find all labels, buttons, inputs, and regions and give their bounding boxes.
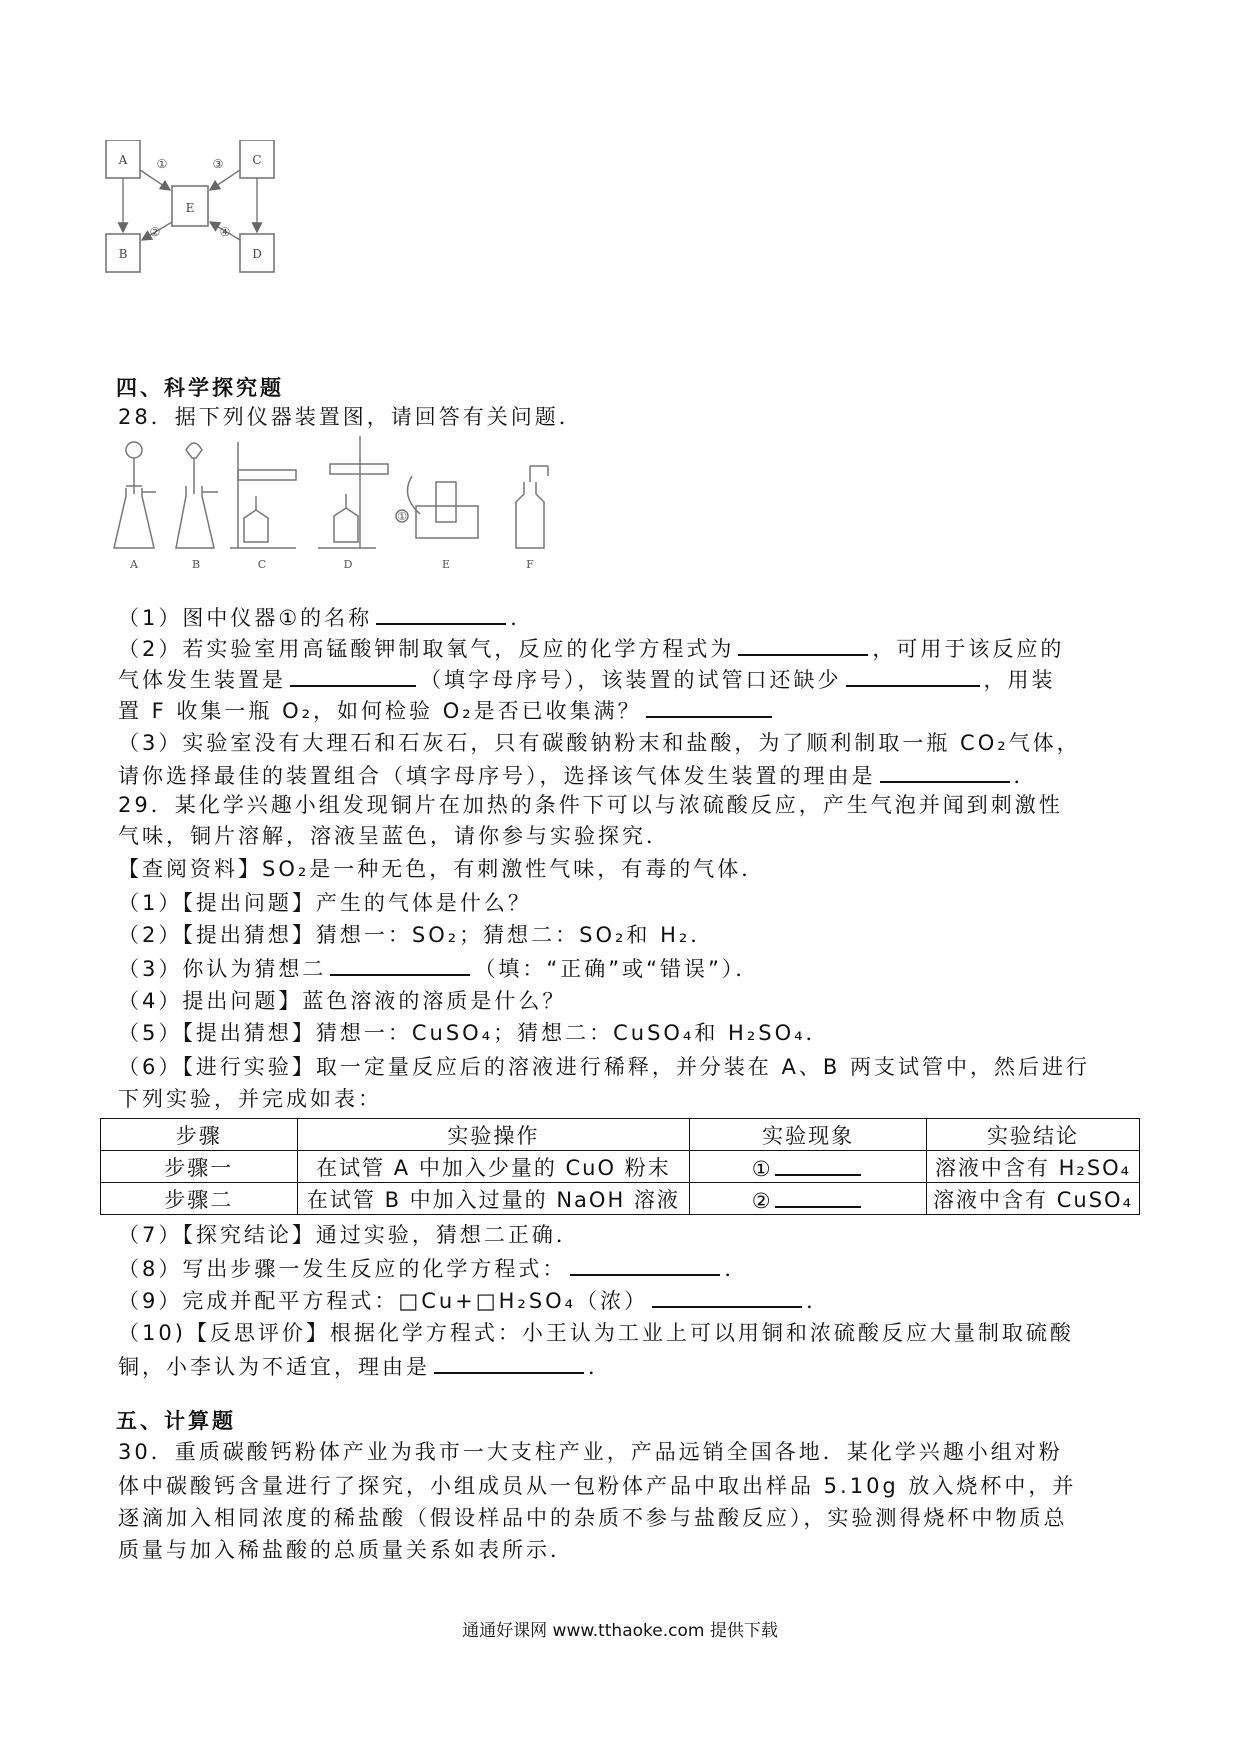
section5-title: 五、计算题: [116, 1409, 236, 1433]
q28-2-text-b: ，可用于该反应的: [872, 637, 1065, 661]
apparatus-b-icon: [176, 443, 218, 548]
q29-3-text-b: （填：“正确”或“错误”）．: [474, 957, 760, 981]
answer-blank[interactable]: [738, 632, 868, 656]
q29-3: [118, 952, 759, 984]
page-footer: 通通好课网 www.tthaoke.com 提供下载: [462, 1621, 778, 1641]
answer-blank[interactable]: [775, 1152, 861, 1176]
answer-blank[interactable]: [376, 601, 506, 625]
q29-8-end: ．: [724, 1257, 749, 1281]
q29-3-text-a: （3）你认为猜想二: [118, 957, 327, 981]
q28-2-line2: [118, 663, 1056, 695]
table-header-row: [101, 1119, 1140, 1151]
table-row: [101, 1151, 1140, 1183]
apparatus-marker: ①: [397, 510, 407, 523]
q29-9: [118, 1284, 830, 1316]
blank-marker: ①: [751, 1157, 773, 1181]
q30-line3: 逐滴加入相同浓度的稀盐酸（假设样品中的杂质不参与盐酸反应），实验测得烧杯中物质总: [118, 1506, 1068, 1530]
apparatus-e-icon: [396, 476, 478, 538]
apparatus-c-icon: [230, 442, 296, 548]
q29-7: （7）【探究结论】通过实验，猜想二正确．: [118, 1223, 580, 1247]
answer-blank[interactable]: [434, 1350, 584, 1374]
answer-blank[interactable]: [570, 1252, 720, 1276]
apparatus-c-label: C: [257, 558, 267, 571]
table-cell-conclusion: 溶液中含有 H₂SO₄: [927, 1151, 1140, 1183]
q28-2-text-d: （填字母序号），该装置的试管口还缺少: [420, 668, 842, 692]
q29-10-line2: [118, 1350, 612, 1382]
table-header-cell: 实验操作: [297, 1119, 690, 1151]
answer-blank[interactable]: [330, 952, 470, 976]
q29-8-text: （8）写出步骤一发生反应的化学方程式：: [118, 1257, 567, 1281]
q28-3-line2: [118, 759, 1038, 791]
node-b-label: B: [118, 247, 128, 261]
q29-1: （1）【提出问题】产生的气体是什么？: [118, 891, 532, 915]
table-cell-op: 在试管 B 中加入过量的 NaOH 溶液: [297, 1183, 690, 1215]
q29-9-text: （9）完成并配平方程式：□Cu+□H₂SO₄（浓）: [118, 1289, 649, 1313]
table-cell-phenomenon: [690, 1151, 927, 1183]
answer-blank[interactable]: [880, 759, 1010, 783]
q28-3-end: ．: [1013, 764, 1038, 788]
table-row: [101, 1183, 1140, 1215]
q29-8: [118, 1252, 748, 1284]
apparatus-d-icon: [318, 436, 388, 548]
table-cell-op: 在试管 A 中加入少量的 CuO 粉末: [297, 1151, 690, 1183]
table-header-cell: 步骤: [101, 1119, 298, 1151]
q29-4: （4）提出问题】蓝色溶液的溶质是什么？: [118, 989, 567, 1013]
flow-diagram: [100, 140, 300, 310]
answer-blank[interactable]: [646, 694, 772, 718]
q29-10-line1: （10)【反思评价】根据化学方程式：小王认为工业上可以用铜和浓硫酸反应大量制取硫酸: [118, 1321, 1074, 1345]
q28-3-line1: （3）实验室没有大理石和石灰石，只有碳酸钠粉末和盐酸，为了顺利制取一瓶 CO₂气体，: [118, 731, 1081, 755]
apparatus-f-icon: [516, 466, 548, 548]
edge-label-4: ④: [219, 225, 231, 239]
q29-line1: 29．某化学兴趣小组发现铜片在加热的条件下可以与浓硫酸反应，产生气泡并闻到刺激性: [118, 793, 1063, 817]
q29-5: （5）【提出猜想】猜想一：CuSO₄；猜想二：CuSO₄和 H₂SO₄．: [118, 1021, 830, 1045]
apparatus-a-icon: [114, 442, 156, 548]
apparatus-figure: [112, 436, 632, 576]
q28-2-line1: [118, 632, 1064, 664]
node-a-label: A: [118, 153, 128, 167]
q29-reference: 【查阅资料】SO₂是一种无色，有刺激性气味，有毒的气体．: [118, 857, 766, 881]
table-cell-step: 步骤一: [101, 1151, 298, 1183]
table-cell-conclusion: 溶液中含有 CuSO₄: [927, 1183, 1140, 1215]
q29-6-line1: （6）【进行实验】取一定量反应后的溶液进行稀释，并分装在 A、B 两支试管中，然后进行: [118, 1055, 1090, 1079]
q29-6-line2: 下列实验，并完成如表：: [118, 1087, 382, 1111]
answer-blank[interactable]: [846, 663, 980, 687]
q28-3-text-b: 请你选择最佳的装置组合（填字母序号），选择该气体发生装置的理由是: [118, 764, 876, 788]
q29-2: （2）【提出猜想】猜想一：SO₂；猜想二：SO₂和 H₂．: [118, 923, 715, 947]
q28-2-line3: [118, 694, 776, 726]
q30-line1: 30．重质碳酸钙粉体产业为我市一大支柱产业，产品远销全国各地．某化学兴趣小组对粉: [118, 1440, 1063, 1464]
blank-marker: ②: [751, 1189, 773, 1213]
answer-blank[interactable]: [652, 1284, 802, 1308]
apparatus-b-label: B: [191, 558, 201, 571]
answer-blank[interactable]: [290, 663, 416, 687]
node-d-label: D: [252, 247, 262, 261]
experiment-table: [100, 1118, 1140, 1215]
q30-line2: 体中碳酸钙含量进行了探究，小组成员从一包粉体产品中取出样品 5.10g 放入烧杯中，并: [118, 1474, 1077, 1498]
table-cell-phenomenon: [690, 1183, 927, 1215]
q28-2-text-e: ，用装: [983, 668, 1056, 692]
node-c-label: C: [252, 153, 262, 167]
q30-line4: 质量与加入稀盐酸的总质量关系如表所示．: [118, 1538, 574, 1562]
q28-1: [118, 601, 534, 633]
apparatus-d-label: D: [343, 558, 353, 571]
apparatus-f-label: F: [526, 558, 534, 571]
node-e-label: E: [185, 201, 195, 215]
edge-label-1: ①: [156, 157, 168, 171]
q29-10-end: ．: [588, 1355, 612, 1379]
q28-stem: 28．据下列仪器装置图，请回答有关问题．: [118, 405, 583, 429]
q29-10-text: 铜，小李认为不适宜，理由是: [118, 1355, 430, 1379]
apparatus-a-label: A: [130, 558, 138, 571]
q28-2-text-f: 置 F 收集一瓶 O₂，如何检验 O₂是否已收集满？: [118, 699, 642, 723]
table-header-cell: 实验现象: [690, 1119, 927, 1151]
q28-2-text-a: （2）若实验室用高锰酸钾制取氧气，反应的化学方程式为: [118, 637, 735, 661]
section4-title: 四、科学探究题: [116, 376, 284, 400]
q28-1-end: ．: [510, 606, 535, 630]
q29-line2: 气味，铜片溶解，溶液呈蓝色，请你参与实验探究．: [118, 824, 670, 848]
answer-blank[interactable]: [775, 1184, 861, 1208]
table-cell-step: 步骤二: [101, 1183, 298, 1215]
table-header-cell: 实验结论: [927, 1119, 1140, 1151]
edge-label-3: ③: [212, 157, 224, 171]
edge-label-2: ②: [149, 225, 161, 239]
apparatus-e-label: E: [441, 558, 451, 571]
q28-2-text-c: 气体发生装置是: [118, 668, 286, 692]
q29-9-end: ．: [806, 1289, 831, 1313]
q28-1-text: （1）图中仪器①的名称: [118, 606, 373, 630]
